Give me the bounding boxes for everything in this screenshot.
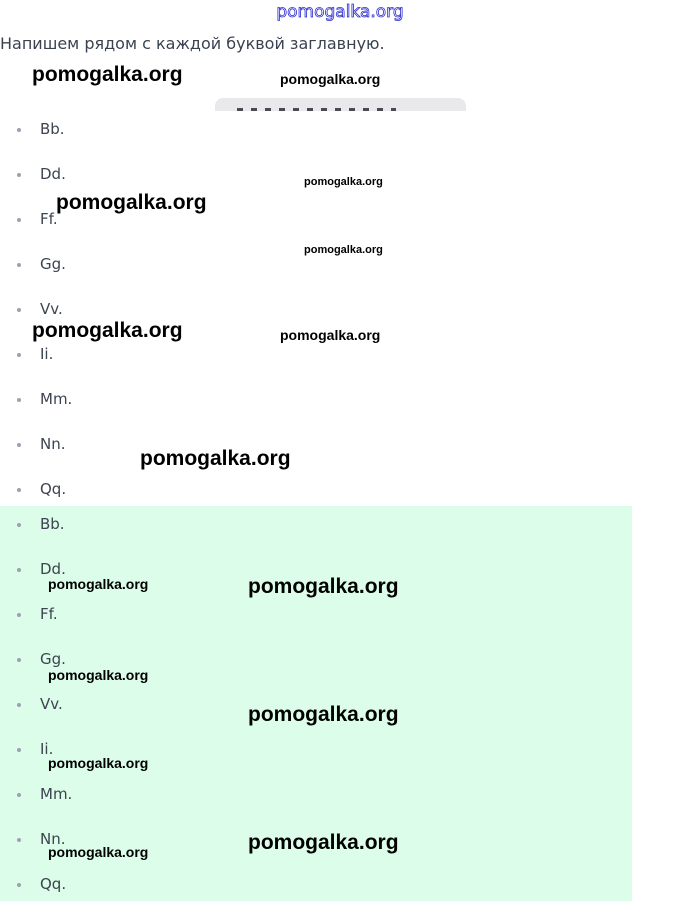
list-item xyxy=(0,422,72,467)
bullet-icon xyxy=(17,353,21,357)
watermark: pomogalka.org xyxy=(280,327,381,343)
bullet-icon xyxy=(17,218,21,222)
letter-pair: Qq. xyxy=(40,480,67,498)
list-item xyxy=(0,862,72,907)
bullet-icon xyxy=(17,398,21,402)
bullet-icon xyxy=(17,173,21,177)
bullet-icon xyxy=(17,703,21,707)
bullet-icon xyxy=(17,613,21,617)
site-logo[interactable]: pomogalka.org xyxy=(276,2,404,22)
watermark: pomogalka.org xyxy=(56,191,207,214)
original-letter-list xyxy=(0,107,72,512)
list-item xyxy=(0,502,72,547)
list-item xyxy=(0,772,72,817)
letter-pair: Gg. xyxy=(40,255,66,273)
letter-pair: Ff. xyxy=(40,210,58,228)
watermark: pomogalka.org xyxy=(48,667,149,683)
letter-pair: Dd. xyxy=(40,560,66,578)
letter-pair: Nn. xyxy=(40,830,66,848)
list-item xyxy=(0,377,72,422)
letter-pair: Ii. xyxy=(40,740,54,758)
watermark: pomogalka.org xyxy=(304,244,383,256)
list-item xyxy=(0,242,72,287)
watermark: pomogalka.org xyxy=(248,575,399,598)
letter-pair: Nn. xyxy=(40,435,66,453)
watermark: pomogalka.org xyxy=(280,71,381,87)
letter-pair: Vv. xyxy=(40,300,63,318)
letter-pair: Vv. xyxy=(40,695,63,713)
bullet-icon xyxy=(17,443,21,447)
letter-pair: Qq. xyxy=(40,875,67,893)
watermark: pomogalka.org xyxy=(140,447,291,470)
list-item xyxy=(0,682,72,727)
bullet-icon xyxy=(17,658,21,662)
letter-pair: Gg. xyxy=(40,650,66,668)
letter-pair: Ii. xyxy=(40,345,54,363)
bullet-icon xyxy=(17,883,21,887)
watermark: pomogalka.org xyxy=(248,703,399,726)
letter-pair: Mm. xyxy=(40,785,73,803)
bullet-icon xyxy=(17,838,21,842)
bullet-icon xyxy=(17,748,21,752)
watermark: pomogalka.org xyxy=(304,176,383,188)
letter-pair: Ff. xyxy=(40,605,58,623)
clipped-caption-strip xyxy=(215,98,466,111)
watermark: pomogalka.org xyxy=(48,576,149,592)
watermark: pomogalka.org xyxy=(32,63,183,86)
bullet-icon xyxy=(17,263,21,267)
watermark: pomogalka.org xyxy=(248,831,399,854)
list-item xyxy=(0,107,72,152)
task-intro-text: Напишем рядом с каждой буквой заглавную. xyxy=(0,34,385,53)
watermark: pomogalka.org xyxy=(48,755,149,771)
bullet-icon xyxy=(17,128,21,132)
bullet-icon xyxy=(17,308,21,312)
letter-pair: Mm. xyxy=(40,390,73,408)
watermark: pomogalka.org xyxy=(48,844,149,860)
bullet-icon xyxy=(17,488,21,492)
letter-pair: Dd. xyxy=(40,165,66,183)
watermark: pomogalka.org xyxy=(32,319,183,342)
list-item xyxy=(0,592,72,637)
bullet-icon xyxy=(17,523,21,527)
letter-pair: Bb. xyxy=(40,515,65,533)
bullet-icon xyxy=(17,568,21,572)
bullet-icon xyxy=(17,793,21,797)
letter-pair: Bb. xyxy=(40,120,65,138)
